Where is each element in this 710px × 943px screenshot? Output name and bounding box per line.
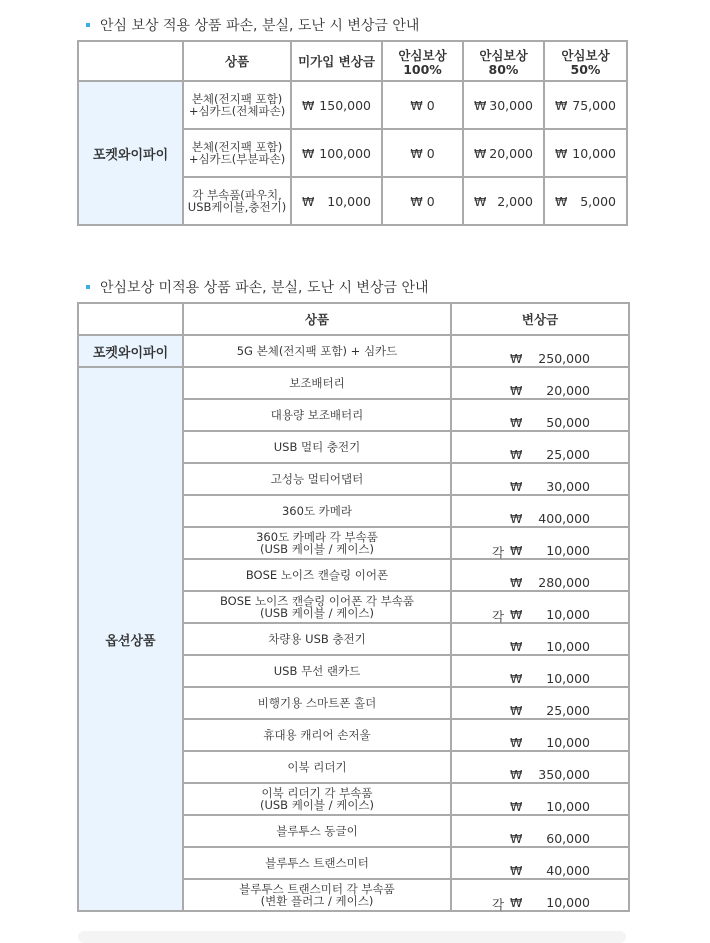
amount-cell: ₩ 250,000 xyxy=(451,335,629,367)
bullet-icon xyxy=(86,23,90,27)
p50-cell: ₩ 10,000 xyxy=(544,129,627,177)
header-product: 상품 xyxy=(183,41,291,81)
table-header-row xyxy=(78,41,627,81)
amount-cell: ₩ 50,000 xyxy=(451,399,629,431)
amount-cell: ₩ 25,000 xyxy=(451,687,629,719)
unsubscribed-cell: ₩ 10,000 xyxy=(291,177,382,225)
unsubscribed-cell: ₩ 150,000 xyxy=(291,81,382,129)
uncovered-products-table xyxy=(77,302,630,912)
amount-cell: ₩ 10,000 xyxy=(451,783,629,815)
p80-cell: ₩ 2,000 xyxy=(463,177,544,225)
p80-cell: ₩ 20,000 xyxy=(463,129,544,177)
product-cell: 차량용 USB 충전기 xyxy=(183,623,451,655)
amount-cell: ₩ 400,000 xyxy=(451,495,629,527)
header-unsubscribed: 미가입 변상금 xyxy=(291,41,382,81)
header-empty xyxy=(78,303,183,335)
product-cell: 고성능 멀티어댑터 xyxy=(183,463,451,495)
product-cell: USB 무선 랜카드 xyxy=(183,655,451,687)
p100-cell: ₩ 0 xyxy=(382,129,463,177)
amount-cell: 각 ₩ 10,000 xyxy=(451,879,629,911)
section1-title xyxy=(86,15,419,35)
p100-cell: ₩ 0 xyxy=(382,177,463,225)
amount-cell: ₩ 20,000 xyxy=(451,367,629,399)
product-cell: 대용량 보조배터리 xyxy=(183,399,451,431)
p50-cell: ₩ 5,000 xyxy=(544,177,627,225)
amount-cell: ₩ 10,000 xyxy=(451,655,629,687)
amount-cell: ₩ 10,000 xyxy=(451,719,629,751)
bottom-box xyxy=(78,931,626,943)
category-cell-pocket: 포켓와이파이 xyxy=(78,335,183,367)
header-product: 상품 xyxy=(183,303,451,335)
table-header-row xyxy=(78,303,629,335)
header-100: 안심보상 100% xyxy=(382,41,463,81)
header-50: 안심보상 50% xyxy=(544,41,627,81)
section2-title-text: 안심보상 미적용 상품 파손, 분실, 도난 시 변상금 안내 xyxy=(100,280,429,296)
product-cell: 360도 카메라 xyxy=(183,495,451,527)
product-cell: 블루투스 동글이 xyxy=(183,815,451,847)
amount-cell: 각 ₩ 10,000 xyxy=(451,527,629,559)
category-cell: 포켓와이파이 xyxy=(78,81,183,225)
product-cell: 본체(전지팩 포함) +심카드(전체파손) xyxy=(183,81,291,129)
amount-cell: 각 ₩ 10,000 xyxy=(451,591,629,623)
product-cell: 블루투스 트랜스미터 xyxy=(183,847,451,879)
header-80: 안심보상 80% xyxy=(463,41,544,81)
product-cell: USB 멀티 충전기 xyxy=(183,431,451,463)
p100-cell: ₩ 0 xyxy=(382,81,463,129)
amount-cell: ₩ 40,000 xyxy=(451,847,629,879)
product-cell: 비행기용 스마트폰 홀더 xyxy=(183,687,451,719)
product-cell: 5G 본체(전지팩 포함) + 심카드 xyxy=(183,335,451,367)
product-cell: 휴대용 캐리어 손저울 xyxy=(183,719,451,751)
product-cell: 이북 리더기 xyxy=(183,751,451,783)
product-cell: 본체(전지팩 포함) +심카드(부분파손) xyxy=(183,129,291,177)
product-cell: 이북 리더기 각 부속품 (USB 케이블 / 케이스) xyxy=(183,783,451,815)
product-cell: 각 부속품(파우치, USB케이블,충전기) xyxy=(183,177,291,225)
product-cell: 360도 카메라 각 부속품 (USB 케이블 / 케이스) xyxy=(183,527,451,559)
product-cell: 보조배터리 xyxy=(183,367,451,399)
section2-title xyxy=(86,277,429,297)
category-cell-options: 옵션상품 xyxy=(78,367,183,911)
p50-cell: ₩ 75,000 xyxy=(544,81,627,129)
header-empty xyxy=(78,41,183,81)
product-cell: BOSE 노이즈 캔슬링 이어폰 각 부속품 (USB 케이블 / 케이스) xyxy=(183,591,451,623)
amount-cell: ₩ 280,000 xyxy=(451,559,629,591)
covered-products-table xyxy=(77,40,628,226)
bullet-icon xyxy=(86,285,90,289)
amount-cell: ₩ 25,000 xyxy=(451,431,629,463)
amount-cell: ₩ 60,000 xyxy=(451,815,629,847)
amount-cell: ₩ 350,000 xyxy=(451,751,629,783)
section1-title-text: 안심 보상 적용 상품 파손, 분실, 도난 시 변상금 안내 xyxy=(100,18,420,34)
table-row xyxy=(78,335,629,367)
table-row xyxy=(78,81,627,129)
unsubscribed-cell: ₩ 100,000 xyxy=(291,129,382,177)
header-amount: 변상금 xyxy=(451,303,629,335)
amount-cell: ₩ 30,000 xyxy=(451,463,629,495)
product-cell: BOSE 노이즈 캔슬링 이어폰 xyxy=(183,559,451,591)
table-row xyxy=(78,367,629,399)
amount-cell: ₩ 10,000 xyxy=(451,623,629,655)
product-cell: 블루투스 트랜스미터 각 부속품 (변환 플러그 / 케이스) xyxy=(183,879,451,911)
p80-cell: ₩ 30,000 xyxy=(463,81,544,129)
